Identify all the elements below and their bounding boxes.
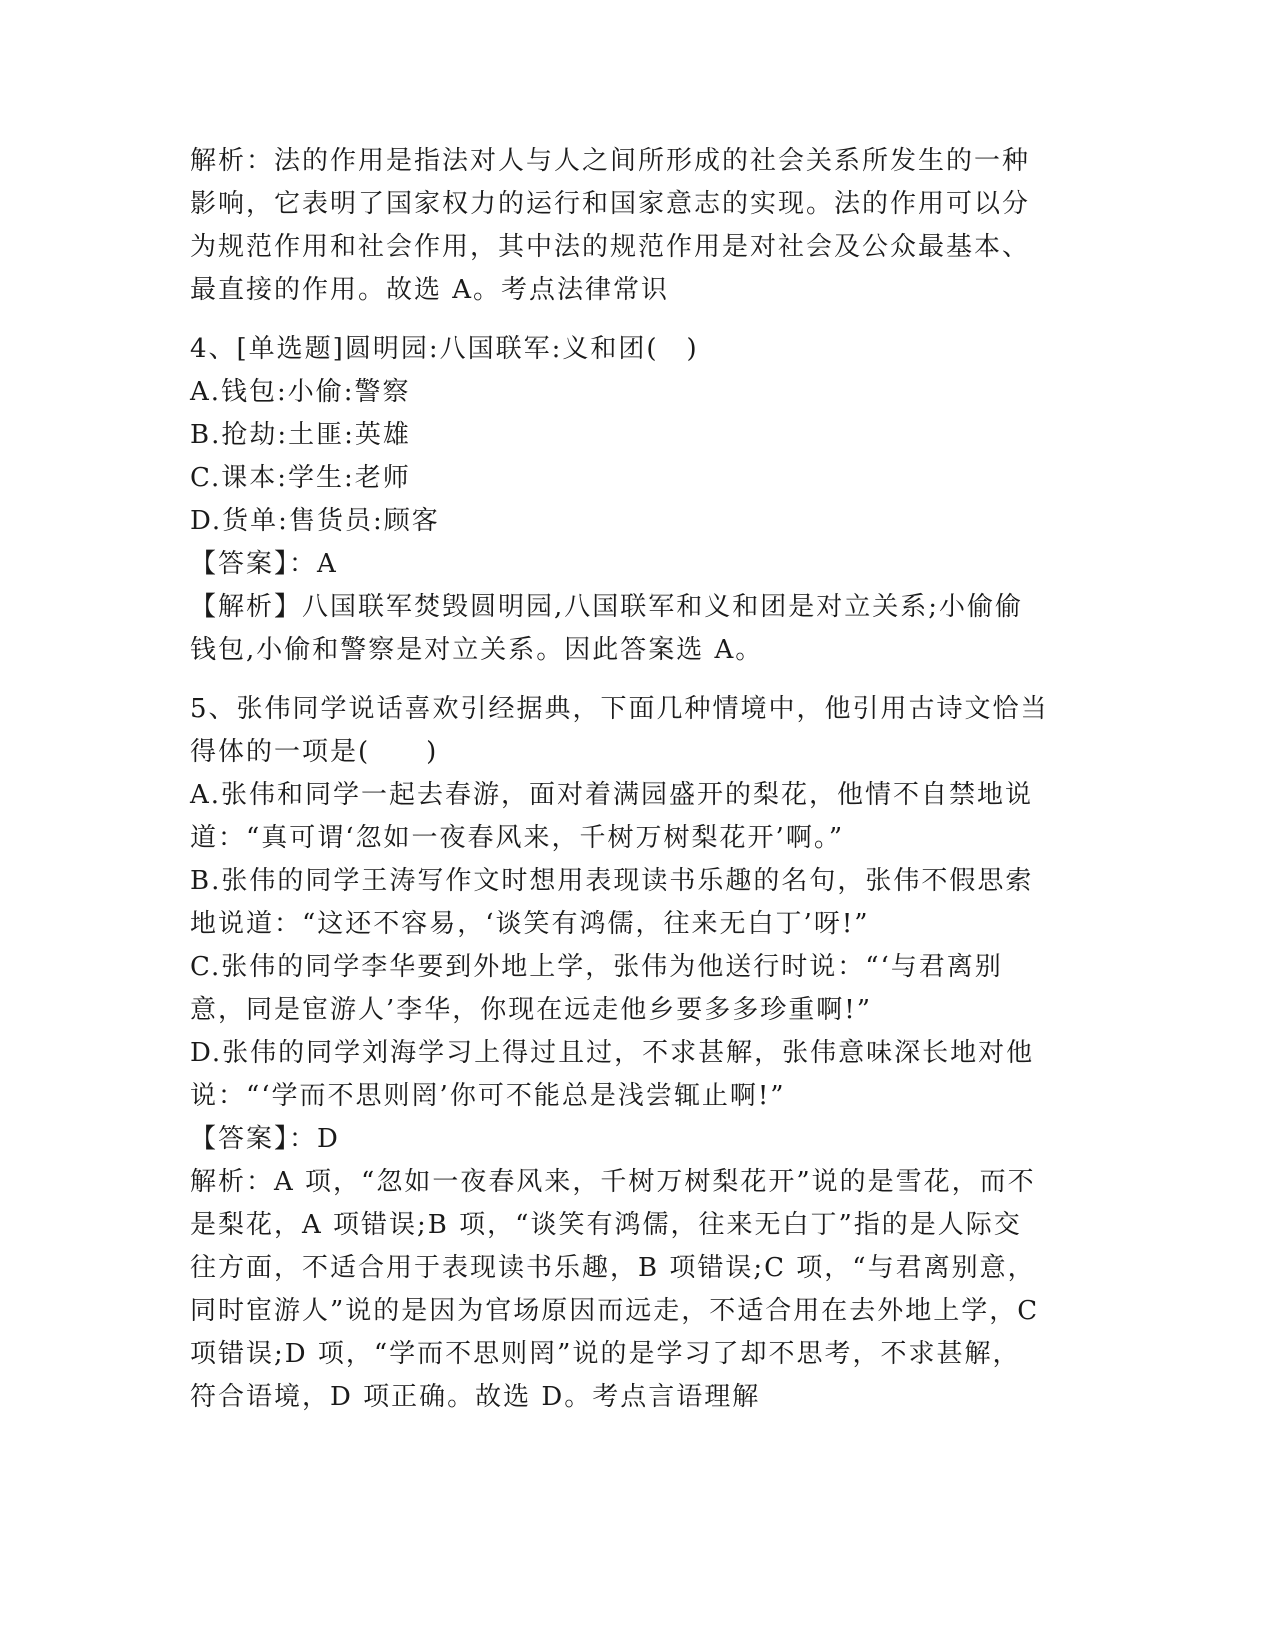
option-d: D.张伟的同学刘海学习上得过且过，不求甚解，张伟意味深长地对他 bbox=[190, 1038, 1035, 1068]
analysis-line: 项错误;D 项，“学而不思则罔”说的是学习了却不思考，不求甚解， bbox=[190, 1339, 1021, 1369]
document-page bbox=[190, 140, 1090, 1419]
answer-line: 【答案】：D bbox=[190, 1124, 340, 1154]
spacer bbox=[190, 312, 1090, 328]
analysis-line: 往方面，不适合用于表现读书乐趣，B 项错误;C 项，“与君离别意， bbox=[190, 1253, 1036, 1283]
analysis-line: 解析：A 项，“忽如一夜春风来，千树万树梨花开”说的是雪花，而不 bbox=[190, 1167, 1036, 1197]
analysis-line: 为规范作用和社会作用，其中法的规范作用是对社会及公众最基本、 bbox=[190, 232, 1031, 262]
option-a: 道：“真可谓‘忽如一夜春风来，千树万树梨花开’啊。” bbox=[190, 823, 845, 853]
analysis-line: 解析：法的作用是指法对人与人之间所形成的社会关系所发生的一种 bbox=[190, 146, 1031, 176]
option-c: C.张伟的同学李华要到外地上学，张伟为他送行时说：“‘与君离别 bbox=[190, 952, 1003, 982]
analysis-q3 bbox=[190, 140, 1090, 312]
analysis-line: 【解析】八国联军焚毁圆明园,八国联军和义和团是对立关系;小偷偷 bbox=[190, 592, 1024, 622]
option-d: 说：“‘学而不思则罔’你可不能总是浅尝辄止啊!” bbox=[190, 1081, 786, 1111]
analysis-line: 同时宦游人”说的是因为官场原因而远走，不适合用在去外地上学，C bbox=[190, 1296, 1040, 1326]
spacer bbox=[190, 672, 1090, 688]
option-b: 地说道：“这还不容易，‘谈笑有鸿儒，往来无白丁’呀!” bbox=[190, 909, 870, 939]
analysis-line: 钱包,小偷和警察是对立关系。因此答案选 A。 bbox=[190, 635, 764, 665]
analysis-line: 符合语境，D 项正确。故选 D。考点言语理解 bbox=[190, 1382, 761, 1412]
option-b: B.抢劫:土匪:英雄 bbox=[190, 420, 411, 450]
answer-line: 【答案】：A bbox=[190, 549, 338, 579]
analysis-line: 是梨花，A 项错误;B 项，“谈笑有鸿儒，往来无白丁”指的是人际交 bbox=[190, 1210, 1022, 1240]
question-stem: 得体的一项是( ) bbox=[190, 737, 439, 767]
option-c: 意，同是宦游人’李华，你现在远走他乡要多多珍重啊!” bbox=[190, 995, 873, 1025]
option-b: B.张伟的同学王涛写作文时想用表现读书乐趣的名句，张伟不假思索 bbox=[190, 866, 1034, 896]
question-4 bbox=[190, 328, 1090, 672]
option-a: A.钱包:小偷:警察 bbox=[190, 377, 411, 407]
analysis-line: 影响，它表明了国家权力的运行和国家意志的实现。法的作用可以分 bbox=[190, 189, 1031, 219]
question-5 bbox=[190, 688, 1090, 1419]
option-c: C.课本:学生:老师 bbox=[190, 463, 411, 493]
option-d: D.货单:售货员:顾客 bbox=[190, 506, 440, 536]
question-stem: 4、[单选题]圆明园:八国联军:义和团( ) bbox=[190, 334, 699, 364]
analysis-line: 最直接的作用。故选 A。考点法律常识 bbox=[190, 275, 670, 305]
question-stem: 5、张伟同学说话喜欢引经据典，下面几种情境中，他引用古诗文恰当 bbox=[190, 694, 1049, 724]
option-a: A.张伟和同学一起去春游，面对着满园盛开的梨花，他情不自禁地说 bbox=[190, 780, 1034, 810]
